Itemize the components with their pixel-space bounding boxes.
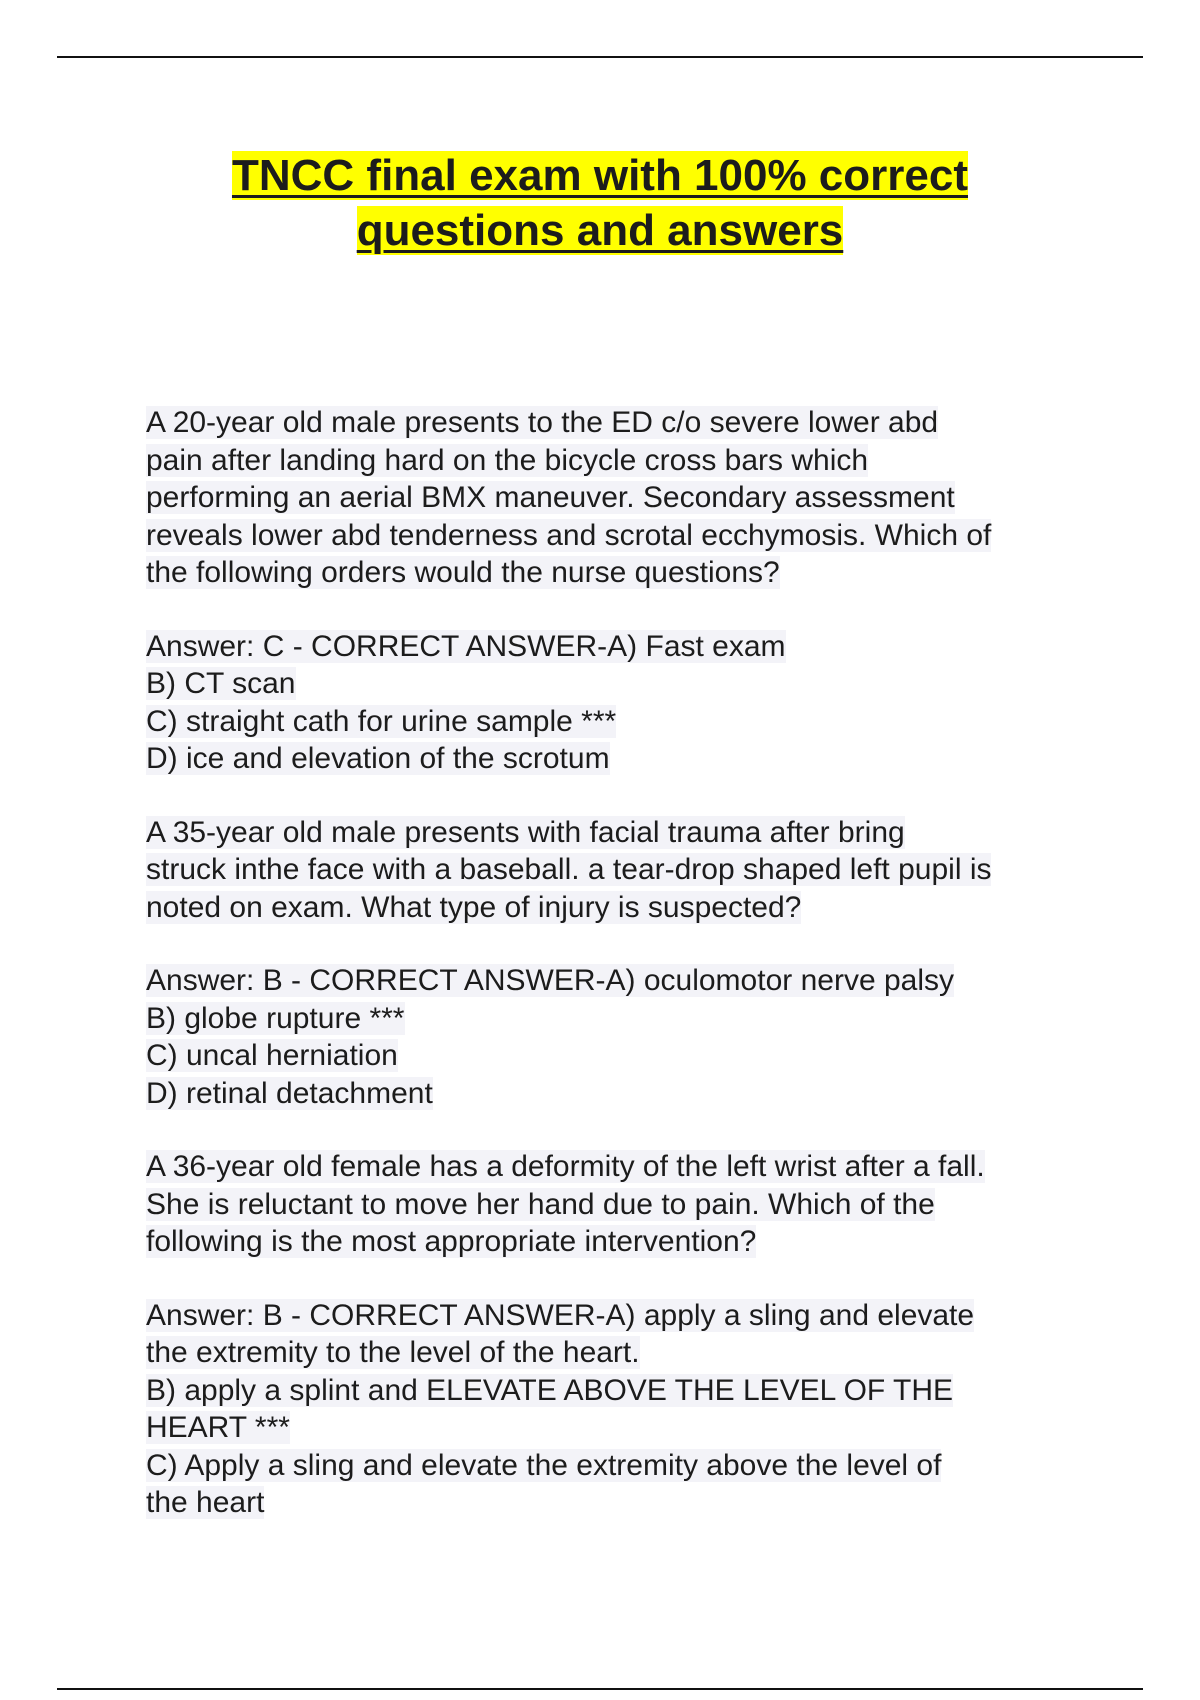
- answer-text-line: Answer: B - CORRECT ANSWER-A) apply a sling and elevate: [146, 1298, 975, 1332]
- title-line-1: TNCC final exam with 100% correct: [231, 151, 968, 200]
- question-text-line: noted on exam. What type of injury is suspected?: [146, 890, 802, 924]
- answer-2: [146, 962, 1076, 1112]
- answer-text-line: C) straight cath for urine sample ***: [146, 704, 617, 738]
- answer-text-line: C) uncal herniation: [146, 1039, 398, 1072]
- question-text-line: reveals lower abd tenderness and scrotal ecchymosis. Which of: [146, 518, 992, 552]
- answer-3: [146, 1297, 1076, 1522]
- answer-text-line: the extremity to the level of the heart.: [146, 1336, 640, 1369]
- answer-text-line: C) Apply a sling and elevate the extremity above the level of: [146, 1448, 942, 1482]
- answer-text-line: D) ice and elevation of the scrotum: [146, 742, 610, 775]
- question-1: [146, 404, 1076, 592]
- document-body: [146, 404, 1076, 1558]
- question-2: [146, 814, 1076, 927]
- bottom-rule: [57, 1688, 1143, 1690]
- answer-text-line: B) apply a splint and ELEVATE ABOVE THE LEVEL OF THE: [146, 1373, 954, 1407]
- question-text-line: pain after landing hard on the bicycle cross bars which: [146, 443, 869, 477]
- answer-text-line: Answer: B - CORRECT ANSWER-A) oculomotor nerve palsy: [146, 964, 954, 997]
- question-text-line: A 36-year old female has a deformity of the left wrist after a fall.: [146, 1150, 985, 1183]
- question-text-line: A 35-year old male presents with facial trauma after bring: [146, 815, 905, 849]
- answer-text-line: D) retinal detachment: [146, 1076, 433, 1110]
- document-title: [0, 148, 1200, 258]
- question-text-line: She is reluctant to move her hand due to pain. Which of the: [146, 1187, 935, 1221]
- question-text-line: following is the most appropriate intervention?: [146, 1225, 757, 1258]
- answer-1: [146, 628, 1076, 778]
- question-text-line: A 20-year old male presents to the ED c/o severe lower abd: [146, 406, 939, 439]
- top-rule: [57, 56, 1143, 58]
- question-3: [146, 1148, 1076, 1261]
- answer-text-line: B) globe rupture ***: [146, 1001, 405, 1035]
- title-line-2: questions and answers: [356, 206, 844, 255]
- answer-text-line: HEART ***: [146, 1411, 290, 1444]
- question-text-line: struck inthe face with a baseball. a tear-drop shaped left pupil is: [146, 853, 992, 886]
- answer-text-line: Answer: C - CORRECT ANSWER-A) Fast exam: [146, 629, 786, 663]
- question-text-line: performing an aerial BMX maneuver. Secondary assessment: [146, 481, 955, 514]
- question-text-line: the following orders would the nurse questions?: [146, 556, 780, 589]
- answer-text-line: B) CT scan: [146, 667, 296, 700]
- answer-text-line: the heart: [146, 1486, 265, 1519]
